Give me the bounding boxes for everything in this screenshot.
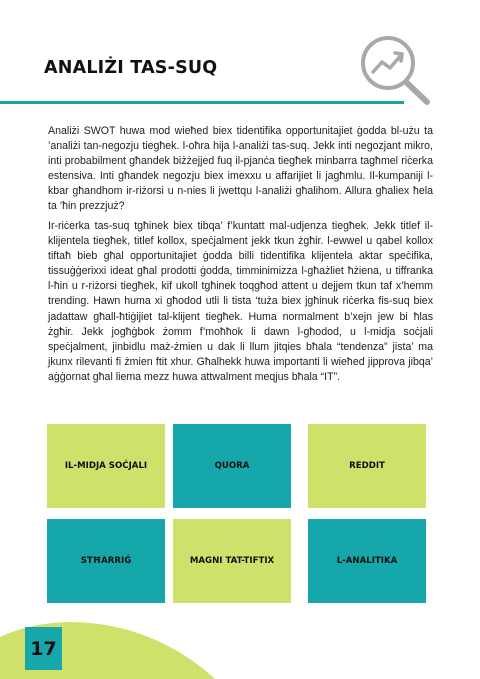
- page-number: 17: [25, 627, 62, 670]
- magnifier-chart-icon: [355, 32, 433, 108]
- page-title: ANALIŻI TAS-SUQ: [44, 58, 218, 78]
- tile-quora: QUORA: [173, 424, 291, 508]
- body-paragraph-2: Ir-riċerka tas-suq tgħinek biex tibqa’ f’kuntatt mal-udjenza tiegħek. Jekk titlef il-klijentela tiegħek, titlef kollox, speċjalment jekk tkun żgħir. l-ewwel u qabel kollox tiftaħ bieb għal opportunitajiet ġodda billi tidentifika klijentela aktar speċifika, tissuġġerixxi ideat għal prodotti ġodda, timminimizza l-għażliet ħżiena, u tiffranka l-ħin u r-riżorsi tiegħek, kif ukoll tgħinek toqgħod attent u dejjem tkun taf x’hemm trending. Hawn huma xi għodod utli li tista ‘tuża biex jgħinuk riċerka fis-suq biex jadattaw għall-ħtiġijiet tal-klijent tiegħek. Huma normalment b’xejn jew bi ħlas żgħir. Jekk jogħġbok żomm f’moħħok li dawn l-għodod, u l-midja soċjali speċjalment, jinbidlu maż-żmien u dak li llum jitqies bħala “tendenza” jista’ ma jkunx rilevanti fi żmien ftit xhur. Għalhekk huwa importanti li wieħed jipprova jibqa’ aġġornat għal liema mezz huwa attwalment meqjus bħala “IT”.: [48, 220, 433, 383]
- tile-analytics: L-ANALITIKA: [308, 519, 426, 603]
- tile-surveys: STĦARRIĠ: [47, 519, 165, 603]
- tile-search-engines: MAGNI TAT-TIFTIX: [173, 519, 291, 603]
- body-paragraph-1: Analiżi SWOT huwa mod wieħed biex tidentifika opportunitajiet ġodda bl-użu ta ’analiżi tan-negozju tiegħek. l-oħra hija l-analiżi tas-suq. Jekk inti negozjant mikro, inti probabilment għandek biżżejjed fuq il-pjanċa tiegħek minbarra tagħmel riċerka estensiva. Inti għandek negozju biex imexxu u affarijiet li jagħmlu. Il-kumpaniji l-kbar għandhom ir-riżorsi u n-nies li jwettqu l-analiżi għalihom. Allura għaliex ħela ta ’ħin prezzjuż?: [48, 125, 433, 213]
- tile-reddit: REDDIT: [308, 424, 426, 508]
- tile-social-media: IL-MIDJA SOĊJALI: [47, 424, 165, 508]
- header-divider: [0, 101, 404, 104]
